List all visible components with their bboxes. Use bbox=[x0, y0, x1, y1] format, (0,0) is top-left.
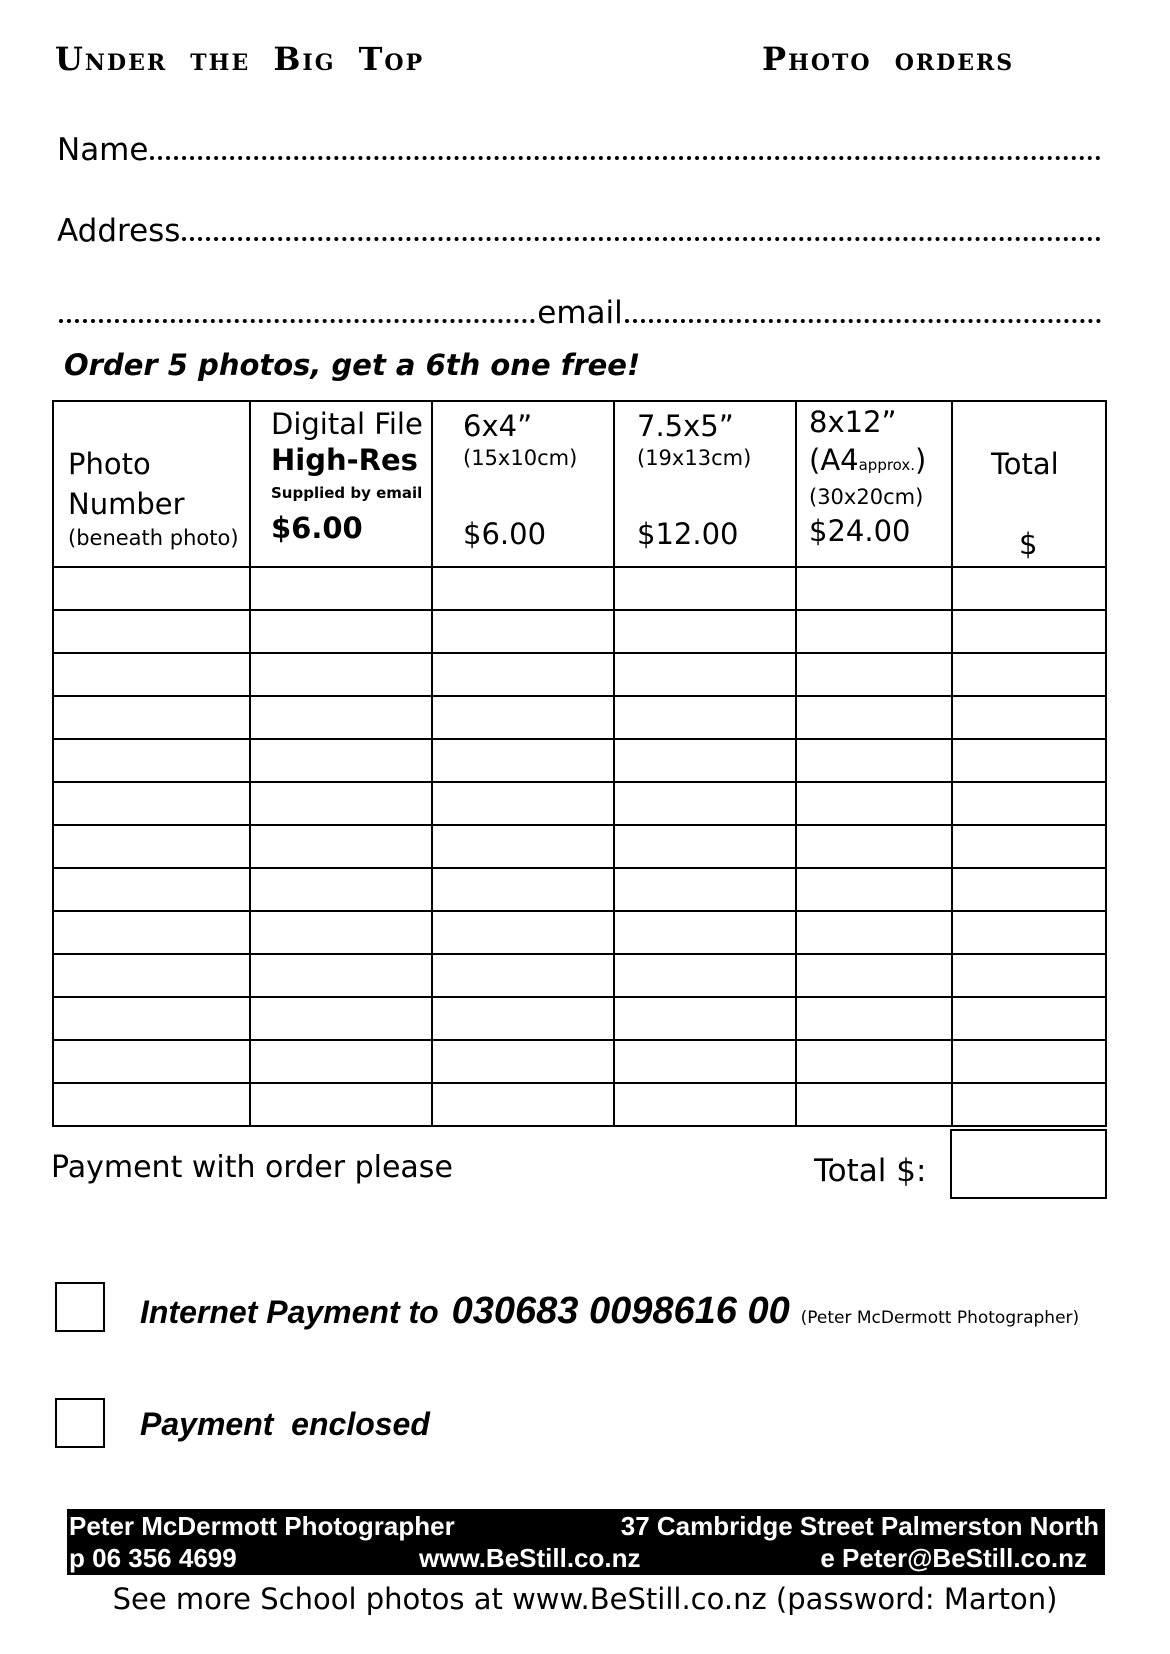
order-cell[interactable] bbox=[250, 911, 432, 954]
high-res-label: High-Res bbox=[271, 443, 418, 477]
order-cell[interactable] bbox=[796, 954, 952, 997]
order-cell[interactable] bbox=[250, 610, 432, 653]
price-7-5x5: $12.00 bbox=[637, 517, 739, 551]
order-cell[interactable] bbox=[250, 954, 432, 997]
price-8x12: $24.00 bbox=[809, 514, 911, 548]
header-photo-number bbox=[53, 401, 250, 567]
contact-footer bbox=[67, 1509, 1105, 1575]
order-cell[interactable] bbox=[53, 825, 250, 868]
order-cell[interactable] bbox=[952, 1083, 1106, 1126]
order-cell[interactable] bbox=[796, 1083, 952, 1126]
account-name: (Peter McDermott Photographer) bbox=[800, 1308, 1080, 1328]
table-row bbox=[53, 1083, 1106, 1126]
name-field[interactable] bbox=[57, 128, 1103, 168]
order-cell[interactable] bbox=[796, 696, 952, 739]
order-cell[interactable] bbox=[432, 1083, 614, 1126]
order-cell[interactable] bbox=[53, 653, 250, 696]
payment-enclosed-checkbox[interactable] bbox=[55, 1398, 105, 1448]
order-cell[interactable] bbox=[432, 997, 614, 1040]
order-cell[interactable] bbox=[432, 1040, 614, 1083]
beneath-photo-note: (beneath photo) bbox=[68, 526, 239, 550]
table-row bbox=[53, 1040, 1106, 1083]
order-cell[interactable] bbox=[53, 610, 250, 653]
order-cell[interactable] bbox=[53, 868, 250, 911]
order-cell[interactable] bbox=[53, 567, 250, 610]
order-cell[interactable] bbox=[614, 782, 796, 825]
order-cell[interactable] bbox=[250, 1040, 432, 1083]
header-total bbox=[952, 401, 1106, 567]
order-cell[interactable] bbox=[53, 782, 250, 825]
order-cell[interactable] bbox=[796, 868, 952, 911]
digital-price: $6.00 bbox=[271, 511, 363, 545]
a4-approx-label: (A4approx.) bbox=[809, 443, 927, 477]
number-label: Number bbox=[68, 487, 185, 521]
order-cell[interactable] bbox=[250, 739, 432, 782]
order-cell[interactable] bbox=[53, 739, 250, 782]
total-col-label: Total bbox=[991, 447, 1059, 481]
order-rows bbox=[53, 567, 1106, 1126]
order-cell[interactable] bbox=[432, 825, 614, 868]
order-cell[interactable] bbox=[250, 782, 432, 825]
order-cell[interactable] bbox=[796, 739, 952, 782]
order-cell[interactable] bbox=[432, 868, 614, 911]
order-cell[interactable] bbox=[796, 567, 952, 610]
order-cell[interactable] bbox=[796, 911, 952, 954]
order-cell[interactable] bbox=[53, 1083, 250, 1126]
order-cell[interactable] bbox=[614, 954, 796, 997]
order-cell[interactable] bbox=[952, 825, 1106, 868]
order-cell[interactable] bbox=[250, 997, 432, 1040]
address-line[interactable] bbox=[182, 237, 1101, 241]
size-8x12-label: 8x12” bbox=[809, 405, 897, 439]
internet-payment-option bbox=[140, 1290, 1079, 1333]
order-cell[interactable] bbox=[796, 997, 952, 1040]
total-col-currency: $ bbox=[1019, 527, 1038, 561]
table-row bbox=[53, 911, 1106, 954]
internet-payment-label: Internet Payment to bbox=[140, 1294, 439, 1330]
size-7-5x5-label: 7.5x5” bbox=[637, 409, 734, 443]
order-cell[interactable] bbox=[432, 911, 614, 954]
address-label: Address bbox=[57, 213, 181, 249]
order-cell[interactable] bbox=[952, 1040, 1106, 1083]
order-cell[interactable] bbox=[614, 610, 796, 653]
table-header-row bbox=[53, 401, 1106, 567]
order-cell[interactable] bbox=[53, 954, 250, 997]
order-cell[interactable] bbox=[432, 739, 614, 782]
header-6x4 bbox=[432, 401, 614, 567]
header-digital-file bbox=[250, 401, 432, 567]
order-cell[interactable] bbox=[250, 868, 432, 911]
order-cell[interactable] bbox=[432, 696, 614, 739]
account-number: 030683 0098616 00 bbox=[451, 1290, 790, 1332]
name-label: Name bbox=[57, 132, 149, 168]
address-email-field[interactable] bbox=[57, 291, 1103, 331]
order-cell[interactable] bbox=[952, 567, 1106, 610]
order-cell[interactable] bbox=[432, 610, 614, 653]
order-cell[interactable] bbox=[614, 739, 796, 782]
form-title: Photo orders bbox=[762, 40, 1015, 78]
see-more-text: See more School photos at www.BeStill.co.nz (password: Marton) bbox=[112, 1582, 1058, 1616]
order-cell[interactable] bbox=[614, 997, 796, 1040]
table-row bbox=[53, 696, 1106, 739]
order-cell[interactable] bbox=[952, 868, 1106, 911]
event-title: Under the Big Top bbox=[55, 40, 425, 78]
order-cell[interactable] bbox=[796, 653, 952, 696]
order-cell[interactable] bbox=[250, 825, 432, 868]
header-7-5x5 bbox=[614, 401, 796, 567]
size-8x12-cm: (30x20cm) bbox=[809, 485, 924, 509]
order-cell[interactable] bbox=[250, 653, 432, 696]
photo-label: Photo bbox=[68, 447, 151, 481]
order-cell[interactable] bbox=[614, 825, 796, 868]
table-row bbox=[53, 653, 1106, 696]
order-cell[interactable] bbox=[952, 739, 1106, 782]
order-cell[interactable] bbox=[53, 1040, 250, 1083]
order-cell[interactable] bbox=[53, 911, 250, 954]
table-row bbox=[53, 825, 1106, 868]
order-cell[interactable] bbox=[952, 997, 1106, 1040]
order-cell[interactable] bbox=[250, 1083, 432, 1126]
phone-number: p 06 356 4699 bbox=[69, 1543, 237, 1573]
supplied-by-email-note: Supplied by email bbox=[271, 484, 423, 502]
order-cell[interactable] bbox=[250, 696, 432, 739]
order-cell[interactable] bbox=[614, 567, 796, 610]
order-cell[interactable] bbox=[432, 954, 614, 997]
order-cell[interactable] bbox=[432, 782, 614, 825]
total-label: Total $: bbox=[814, 1153, 927, 1189]
order-cell[interactable] bbox=[614, 1040, 796, 1083]
photographer-name: Peter McDermott Photographer bbox=[69, 1511, 455, 1541]
table-row bbox=[53, 868, 1106, 911]
order-cell[interactable] bbox=[614, 911, 796, 954]
order-cell[interactable] bbox=[796, 610, 952, 653]
order-cell[interactable] bbox=[614, 696, 796, 739]
order-cell[interactable] bbox=[53, 997, 250, 1040]
digital-file-label: Digital File bbox=[271, 407, 423, 441]
table-row bbox=[53, 567, 1106, 610]
order-cell[interactable] bbox=[952, 911, 1106, 954]
order-cell[interactable] bbox=[952, 696, 1106, 739]
order-cell[interactable] bbox=[614, 653, 796, 696]
grand-total-box[interactable] bbox=[950, 1129, 1107, 1199]
email-line[interactable] bbox=[625, 319, 1101, 323]
order-cell[interactable] bbox=[614, 868, 796, 911]
table-row bbox=[53, 610, 1106, 653]
website-link[interactable]: www.BeStill.co.nz bbox=[419, 1543, 641, 1573]
address-field[interactable] bbox=[57, 209, 1103, 249]
table-row bbox=[53, 739, 1106, 782]
order-cell[interactable] bbox=[432, 567, 614, 610]
header-8x12 bbox=[796, 401, 952, 567]
order-cell[interactable] bbox=[53, 696, 250, 739]
order-table bbox=[52, 400, 1107, 1127]
email-address[interactable]: e Peter@BeStill.co.nz bbox=[820, 1543, 1087, 1573]
table-row bbox=[53, 997, 1106, 1040]
promo-text: Order 5 photos, get a 6th one free! bbox=[64, 348, 641, 382]
name-line[interactable] bbox=[150, 156, 1101, 160]
order-cell[interactable] bbox=[250, 567, 432, 610]
order-cell[interactable] bbox=[796, 1040, 952, 1083]
price-6x4: $6.00 bbox=[463, 517, 547, 551]
order-cell[interactable] bbox=[796, 825, 952, 868]
order-cell[interactable] bbox=[952, 610, 1106, 653]
order-cell[interactable] bbox=[952, 653, 1106, 696]
table-row bbox=[53, 954, 1106, 997]
order-cell[interactable] bbox=[432, 653, 614, 696]
address-line-2[interactable] bbox=[59, 319, 535, 323]
email-label: email bbox=[537, 295, 623, 331]
order-cell[interactable] bbox=[796, 782, 952, 825]
internet-payment-checkbox[interactable] bbox=[55, 1282, 105, 1332]
table-row bbox=[53, 782, 1106, 825]
size-7-5x5-cm: (19x13cm) bbox=[637, 446, 752, 470]
order-cell[interactable] bbox=[614, 1083, 796, 1126]
order-cell[interactable] bbox=[952, 782, 1106, 825]
payment-note: Payment with order please bbox=[51, 1150, 453, 1185]
payment-enclosed-label: Payment enclosed bbox=[140, 1406, 430, 1442]
order-cell[interactable] bbox=[952, 954, 1106, 997]
size-6x4-label: 6x4” bbox=[463, 409, 533, 443]
studio-address: 37 Cambridge Street Palmerston North bbox=[620, 1511, 1099, 1541]
size-6x4-cm: (15x10cm) bbox=[463, 446, 578, 470]
